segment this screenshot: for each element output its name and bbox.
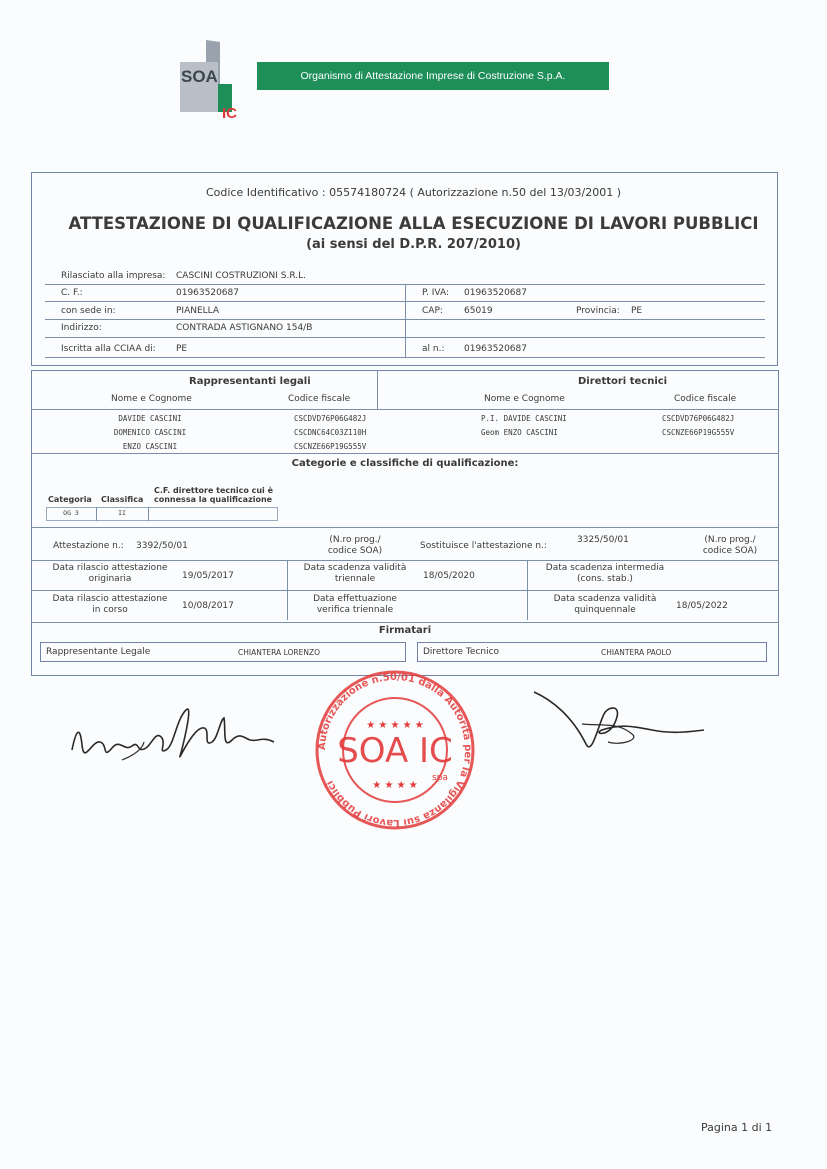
aln-value: 01963520687 <box>464 344 527 354</box>
header-banner: Organismo di Attestazione Imprese di Costruzione S.p.A. <box>257 62 609 90</box>
provincia-label: Provincia: <box>576 306 620 316</box>
piva-label: P. IVA: <box>422 288 450 298</box>
document-title: ATTESTAZIONE DI QUALIFICAZIONE ALLA ESECUZIONE DI LAVORI PUBBLICI <box>68 214 759 233</box>
dir-row-1-cf: CSCDVD76P06G482J <box>662 414 735 423</box>
piva-value: 01963520687 <box>464 288 527 298</box>
stamp-center-text: SOA IC <box>337 731 453 771</box>
rilascio-orig-value: 19/05/2017 <box>182 571 234 581</box>
cat-col-cf-2: connessa la qualificazione <box>154 495 273 504</box>
stamp-ring-text: Autorizzazione n.50/01 dalla Autorità per la Vigilanza sui Lavori Pubblici <box>316 671 474 829</box>
soa-logo <box>178 40 248 122</box>
rapp-legale-value: CHIANTERA LORENZO <box>238 648 320 657</box>
rapp-row-2-nome: DOMENICO CASCINI <box>113 428 187 437</box>
dir-tecnico-value: CHIANTERA PAOLO <box>601 648 672 657</box>
rapp-row-1-cf: CSCDVD76P06G482J <box>294 414 367 423</box>
categorie-title: Categorie e classifiche di qualificazione: <box>291 458 519 469</box>
rilascio-orig-label-1: Data rilascio attestazione <box>52 563 168 573</box>
scad-quin-value: 18/05/2022 <box>676 601 728 611</box>
scad-quin-label-2: quinquennale <box>574 605 636 615</box>
rapp-col-cf: Codice fiscale <box>288 394 351 404</box>
attestazione-label: Attestazione n.: <box>53 541 124 551</box>
dir-tecnico-label: Direttore Tecnico <box>423 647 500 657</box>
page-number: Pagina 1 di 1 <box>701 1121 773 1134</box>
scad-tri-label-2: triennale <box>334 574 376 584</box>
rapp-row-2-cf: CSCDNC64C03Z110H <box>294 428 367 437</box>
cat-col-classifica: Classifica <box>101 495 144 504</box>
dir-row-2-nome: Geom ENZO CASCINI <box>481 428 558 437</box>
sede-label: con sede in: <box>61 306 116 316</box>
document-subtitle: (ai sensi del D.P.R. 207/2010) <box>306 237 521 252</box>
scad-int-label-2: (cons. stab.) <box>577 574 633 584</box>
rilascio-corso-value: 10/08/2017 <box>182 601 234 611</box>
scad-tri-label-1: Data scadenza validità <box>303 563 407 573</box>
rilascio-corso-label-2: in corso <box>92 605 128 615</box>
cap-value: 65019 <box>464 306 493 316</box>
rapp-row-1-nome: DAVIDE CASCINI <box>118 414 182 423</box>
svg-text:★ ★ ★ ★: ★ ★ ★ ★ <box>372 780 418 791</box>
rappresentanti-title: Rappresentanti legali <box>189 376 311 387</box>
prog-label-2: codice SOA) <box>327 546 383 556</box>
svg-text:IC: IC <box>222 105 237 122</box>
cf-value: 01963520687 <box>176 288 239 298</box>
codice-identificativo: Codice Identificativo : 05574180724 ( Autorizzazione n.50 del 13/03/2001 ) <box>205 186 622 199</box>
cciaa-value: PE <box>176 344 188 354</box>
rapp-row-3-nome: ENZO CASCINI <box>122 442 178 451</box>
svg-text:★ ★ ★ ★ ★: ★ ★ ★ ★ ★ <box>366 720 424 731</box>
provincia-value: PE <box>631 306 643 316</box>
cat-col-categoria: Categoria <box>48 495 92 504</box>
direttori-title: Direttori tecnici <box>578 376 668 387</box>
soa-ic-stamp <box>310 668 480 837</box>
prog2-label-1: (N.ro prog./ <box>704 535 756 545</box>
rilascio-corso-label-1: Data rilascio attestazione <box>52 594 168 604</box>
sostituisce-label: Sostituisce l'attestazione n.: <box>420 541 547 551</box>
dir-col-cf: Codice fiscale <box>674 394 737 404</box>
dir-row-1-nome: P.I. DAVIDE CASCINI <box>481 414 567 423</box>
rilasciato-value: CASCINI COSTRUZIONI S.R.L. <box>176 271 306 281</box>
svg-text:SOA: SOA <box>181 67 218 86</box>
firmatari-title: Firmatari <box>378 625 432 636</box>
cciaa-label: Iscritta alla CCIAA di: <box>61 344 156 354</box>
categoria-value: OG 3 <box>63 509 79 517</box>
verifica-label-2: verifica triennale <box>316 605 394 615</box>
sede-value: PIANELLA <box>176 306 220 316</box>
cap-label: CAP: <box>422 306 443 316</box>
prog-label-1: (N.ro prog./ <box>329 535 381 545</box>
classifica-value: II <box>118 509 126 517</box>
dir-row-2-cf: CSCNZE66P19G555V <box>662 428 735 437</box>
indirizzo-label: Indirizzo: <box>61 323 102 333</box>
aln-label: al n.: <box>422 344 445 354</box>
sostituisce-value: 3325/50/01 <box>577 535 629 545</box>
indirizzo-value: CONTRADA ASTIGNANO 154/B <box>176 323 313 333</box>
rilascio-orig-label-2: originaria <box>88 574 132 584</box>
dir-col-nome: Nome e Cognome <box>484 394 565 404</box>
scad-int-label-1: Data scadenza intermedia <box>545 563 665 573</box>
stamp-spa: spa <box>432 773 448 783</box>
rilasciato-label: Rilasciato alla impresa: <box>61 271 166 281</box>
rapp-legale-label: Rappresentante Legale <box>46 647 151 657</box>
technical-director-signature <box>532 686 712 770</box>
rapp-row-3-cf: CSCNZE66P19G555V <box>294 442 367 451</box>
cat-col-cf-1: C.F. direttore tecnico cui è <box>154 486 274 495</box>
verifica-label-1: Data effettuazione <box>313 594 397 604</box>
cf-label: C. F.: <box>61 288 83 298</box>
prog2-label-2: codice SOA) <box>702 546 758 556</box>
attestazione-value: 3392/50/01 <box>136 541 188 551</box>
legal-representative-signature <box>62 690 292 794</box>
rapp-col-nome: Nome e Cognome <box>111 394 192 404</box>
scad-quin-label-1: Data scadenza validità <box>553 594 657 604</box>
scad-tri-value: 18/05/2020 <box>423 571 475 581</box>
